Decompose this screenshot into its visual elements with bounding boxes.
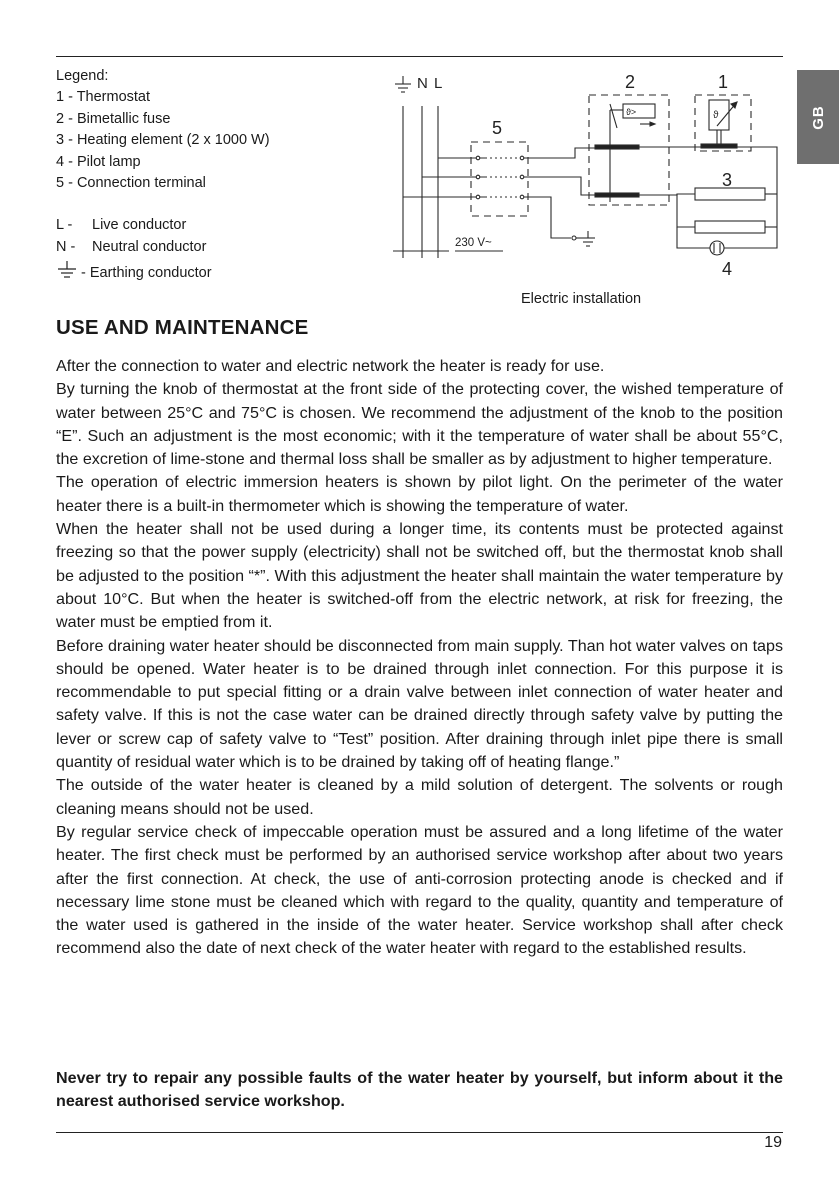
fuse-number: 2 [625,72,636,92]
earth-label: - Earthing conductor [81,265,212,282]
voltage-label: 230 V~ [455,237,492,249]
legend-item: 4 - Pilot lamp [56,153,141,170]
page-number: 19 [764,1134,782,1151]
pilot-lamp-number: 4 [722,259,733,279]
conductor-code: L - [56,217,73,234]
earth-symbol-icon [56,260,78,280]
legend-item: 1 - Thermostat [56,89,151,106]
legend-conductor-live [56,215,270,236]
paragraph: When the heater shall not be used during a longer time, its contents must be protected against freezing so that the power supply (electricity) shall not be switched off, but the thermostat knob shall be adjusted to the position “*”. With this adjustment the heater shall maintain the water temperature by about 10°C. But when the heater is switched-off from the electric network, at risk for freezing, the water must be emptied from it. [56,520,783,632]
language-tab-label: GB [809,104,827,130]
heating-element-number: 3 [722,170,733,190]
top-rule [56,56,783,57]
terminal-number: 5 [492,118,503,138]
section-title: USE AND MAINTENANCE [56,316,309,339]
svg-text:ϑ>: ϑ> [626,107,637,117]
conductor-code: N - [56,238,76,255]
paragraph: The outside of the water heater is cleaned by a mild solution of detergent. The solvents or rough cleaning means should not be used. [56,776,783,818]
diagram-caption: Electric installation [521,291,642,307]
legend-conductor-neutral [56,237,270,258]
neutral-label: N [417,75,428,92]
paragraph: Before draining water heater should be disconnected from main supply. Than hot water valves on taps should be opened. Water heater is to be drained through inlet connection. For this purpose it is recommendable to put special fitting or a drain valve between inlet connection of water heater and safety valve. If this is not the case water can be drained directly through safety valve by putting the lever or screw cap of safety valve to “Test” position. After draining through inlet pipe there is small quantity of residual water which is to be drained by taking off of heating flange.” [56,636,783,772]
wiring-diagram [385,68,785,284]
warning-text: Never try to repair any possible faults of the water heater by yourself, but inform about it the nearest authorised service workshop. [56,1069,783,1111]
svg-text:ϑ: ϑ [713,110,719,121]
live-label: L [434,75,443,92]
conductor-label: Neutral conductor [92,238,207,255]
language-tab [797,70,839,164]
legend-title: Legend: [56,68,109,84]
conductor-label: Live conductor [92,217,187,234]
paragraph: After the connection to water and electric network the heater is ready for use. [56,357,605,375]
legend-item: 3 - Heating element (2 x 1000 W) [56,132,270,149]
legend-conductor-earth [56,260,270,284]
thermostat-number: 1 [718,72,729,92]
body-text [56,355,783,961]
legend-item: 5 - Connection terminal [56,175,206,192]
earth-symbol-icon [395,76,411,92]
paragraph: By regular service check of impeccable operation must be assured and a long lifetime of the water heater. The first check must be performed by an authorised service workshop after about two years after the first connection. At check, the use of anti-corrosion protecting anode is checked and if necessary lime stone must be cleaned which with regard to the quality, quantity and temperature of the water used is gathered in the inside of the water heater. Service workshop shall after check recommend also the date of next check of the water heater with regard to the established results. [56,822,783,958]
paragraph: The operation of electric immersion heaters is shown by pilot light. On the perimeter of the water heater there is a built-in thermometer which is showing the temperature of water. [56,473,783,515]
bottom-rule [56,1132,783,1133]
legend [56,66,270,285]
legend-item: 2 - Bimetallic fuse [56,110,171,127]
paragraph: By turning the knob of thermostat at the front side of the protecting cover, the wished temperature of water between 25°C and 75°C is chosen. We recommend the adjustment of the knob to the position “E”. Such an adjustment is the most economic; with it the temperature of water shall be about 55°C, the excretion of lime-stone and thermal loss shall be smaller as by adjustment to higher temperature. [56,380,783,469]
earth-symbol-icon [581,231,595,246]
